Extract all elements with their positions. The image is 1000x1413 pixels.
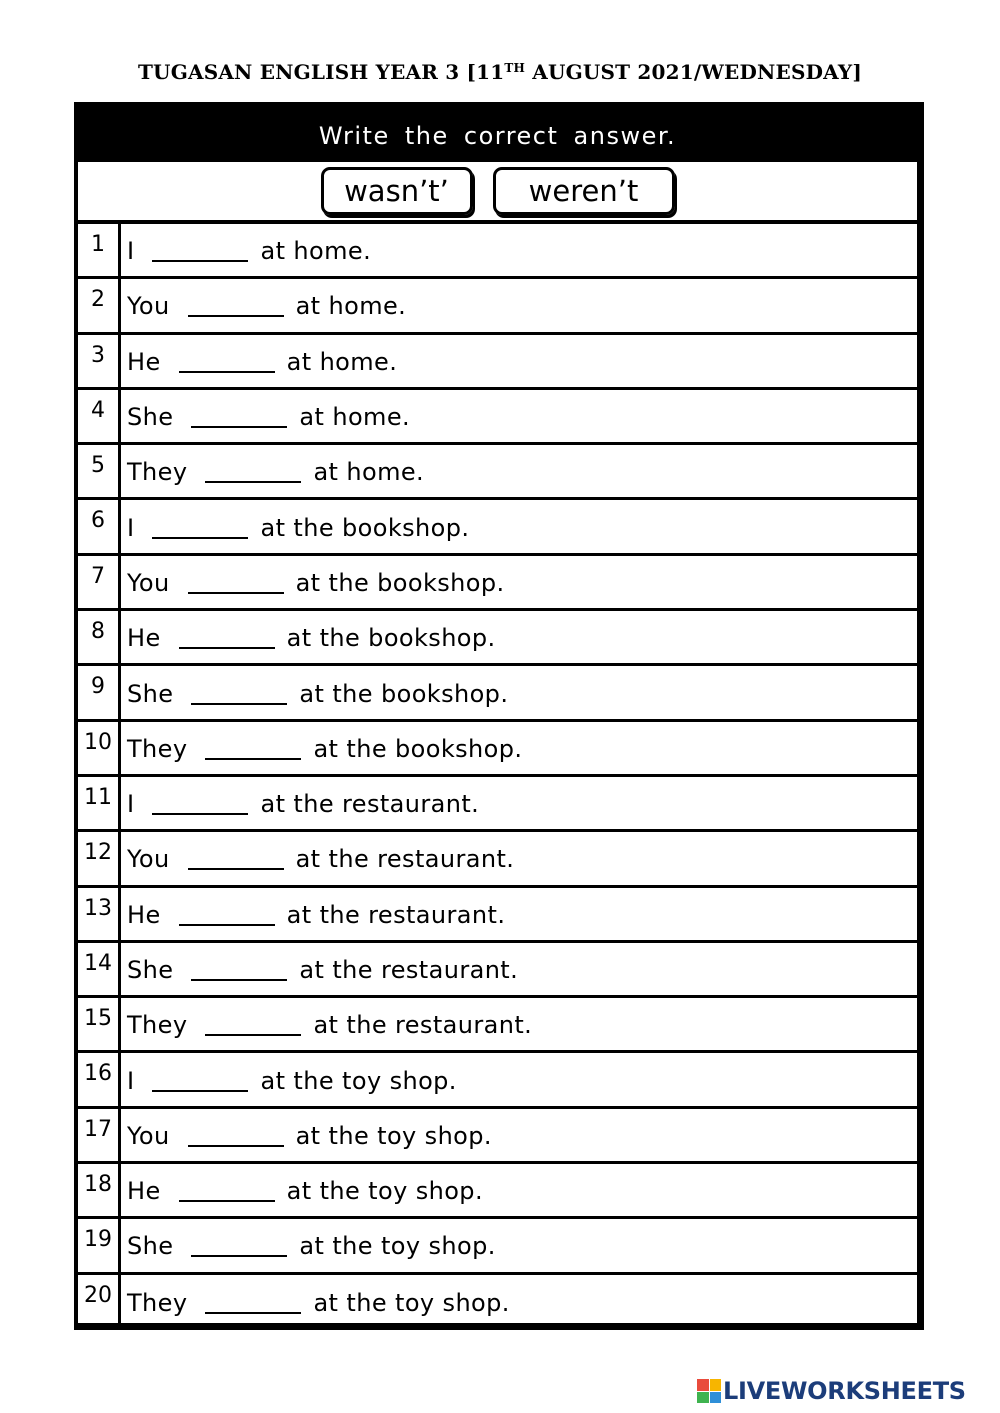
question-rest: at the toy shop. (295, 1121, 492, 1150)
question-list (78, 224, 917, 1330)
question-sentence (121, 279, 917, 331)
liveworksheets-logo-icon (697, 1379, 721, 1403)
brand-watermark (697, 1376, 966, 1406)
question-number: 12 (78, 832, 121, 884)
question-subject: You (127, 568, 170, 597)
word-bank (78, 162, 917, 224)
question-subject: You (127, 845, 170, 874)
answer-blank[interactable] (205, 1288, 301, 1314)
brand-text: LIVEWORKSHEETS (723, 1377, 966, 1405)
answer-blank[interactable] (205, 457, 301, 483)
question-row (78, 666, 917, 721)
answer-blank[interactable] (191, 679, 287, 705)
question-subject: They (127, 458, 188, 487)
question-sentence (121, 500, 917, 552)
question-rest: at home. (295, 292, 407, 321)
question-row (78, 998, 917, 1053)
question-row (78, 722, 917, 777)
answer-blank[interactable] (188, 291, 284, 317)
answer-blank[interactable] (152, 789, 248, 815)
question-sentence (121, 832, 917, 884)
question-sentence (121, 1275, 917, 1330)
question-number: 4 (78, 390, 121, 442)
question-row (78, 224, 917, 279)
question-sentence (121, 390, 917, 442)
question-row (78, 556, 917, 611)
answer-blank[interactable] (205, 734, 301, 760)
question-number: 15 (78, 998, 121, 1050)
question-rest: at the restaurant. (299, 956, 519, 984)
question-row (78, 611, 917, 666)
question-number: 10 (78, 722, 121, 774)
answer-blank[interactable] (205, 1010, 301, 1036)
question-subject: He (127, 624, 161, 653)
answer-blank[interactable] (188, 568, 284, 594)
question-sentence (121, 445, 917, 497)
question-number: 7 (78, 556, 121, 608)
question-subject: She (127, 679, 174, 708)
question-rest: at the toy shop. (260, 1066, 457, 1095)
answer-blank[interactable] (179, 347, 275, 373)
question-rest: at the restaurant. (295, 845, 515, 874)
question-sentence (121, 335, 917, 387)
question-number: 14 (78, 943, 121, 995)
question-row (78, 335, 917, 390)
answer-blank[interactable] (179, 623, 275, 649)
question-sentence (121, 1164, 917, 1216)
question-sentence (121, 666, 917, 718)
answer-blank[interactable] (191, 402, 287, 428)
question-number: 6 (78, 500, 121, 552)
question-row (78, 1164, 917, 1219)
question-number: 17 (78, 1109, 121, 1161)
question-subject: He (127, 347, 161, 376)
question-subject: She (127, 1232, 174, 1261)
question-row (78, 1053, 917, 1108)
question-sentence (121, 998, 917, 1050)
question-sentence (121, 611, 917, 663)
question-row (78, 279, 917, 334)
question-subject: They (127, 734, 188, 763)
question-rest: at the bookshop. (260, 513, 470, 542)
question-rest: at the bookshop. (295, 568, 505, 597)
question-number: 9 (78, 666, 121, 718)
question-sentence (121, 1219, 917, 1271)
question-number: 5 (78, 445, 121, 497)
word-option-werent[interactable]: weren’t (493, 167, 675, 215)
title-date: AUGUST 2021/WEDNESDAY] (525, 60, 863, 84)
question-number: 3 (78, 335, 121, 387)
question-subject: He (127, 900, 161, 929)
answer-blank[interactable] (152, 513, 248, 539)
question-rest: at home. (286, 347, 398, 376)
question-subject: I (127, 1066, 135, 1095)
question-sentence (121, 556, 917, 608)
question-rest: at home. (313, 458, 425, 487)
question-row (78, 1219, 917, 1274)
question-row (78, 943, 917, 998)
question-rest: at the toy shop. (286, 1177, 483, 1206)
question-number: 1 (78, 224, 121, 276)
question-subject: You (127, 1121, 170, 1150)
question-row (78, 445, 917, 500)
page-title (0, 60, 1000, 84)
question-subject: She (127, 403, 174, 432)
question-row (78, 1275, 917, 1330)
answer-blank[interactable] (179, 1176, 275, 1202)
question-number: 11 (78, 777, 121, 829)
answer-blank[interactable] (152, 236, 248, 262)
question-subject: She (127, 956, 174, 984)
question-rest: at the bookshop. (299, 679, 509, 708)
question-subject: I (127, 237, 135, 266)
question-sentence (121, 943, 917, 995)
question-sentence (121, 722, 917, 774)
question-row (78, 390, 917, 445)
question-subject: You (127, 292, 170, 321)
question-row (78, 777, 917, 832)
question-rest: at home. (260, 237, 372, 266)
question-number: 18 (78, 1164, 121, 1216)
question-sentence (121, 1109, 917, 1161)
question-subject: I (127, 790, 135, 819)
question-number: 16 (78, 1053, 121, 1105)
question-row (78, 500, 917, 555)
question-row (78, 888, 917, 943)
worksheet (74, 102, 924, 1330)
question-row (78, 1109, 917, 1164)
question-sentence (121, 224, 917, 276)
question-number: 20 (78, 1275, 121, 1330)
question-sentence (121, 777, 917, 829)
question-sentence (121, 888, 917, 940)
title-main: TUGASAN ENGLISH YEAR 3 [11 (137, 60, 505, 84)
question-rest: at home. (299, 403, 411, 432)
question-rest: at the bookshop. (313, 734, 523, 763)
question-number: 8 (78, 611, 121, 663)
answer-blank[interactable] (188, 844, 284, 870)
question-subject: I (127, 513, 135, 542)
question-row (78, 832, 917, 887)
answer-blank[interactable] (191, 955, 287, 981)
instruction-banner: Write the correct answer. (78, 106, 917, 162)
question-rest: at the restaurant. (286, 900, 506, 929)
question-subject: They (127, 1289, 188, 1318)
answer-blank[interactable] (188, 1121, 284, 1147)
answer-blank[interactable] (191, 1231, 287, 1257)
title-superscript: TH (504, 61, 526, 75)
question-number: 13 (78, 888, 121, 940)
question-rest: at the bookshop. (286, 624, 496, 653)
question-number: 2 (78, 279, 121, 331)
question-rest: at the restaurant. (260, 790, 480, 819)
question-rest: at the toy shop. (313, 1289, 510, 1318)
question-rest: at the restaurant. (313, 1011, 533, 1040)
question-sentence (121, 1053, 917, 1105)
question-number: 19 (78, 1219, 121, 1271)
question-subject: They (127, 1011, 188, 1040)
word-option-wasnt[interactable]: wasn’t’ (321, 167, 473, 215)
answer-blank[interactable] (152, 1066, 248, 1092)
answer-blank[interactable] (179, 900, 275, 926)
question-subject: He (127, 1177, 161, 1206)
question-rest: at the toy shop. (299, 1232, 496, 1261)
